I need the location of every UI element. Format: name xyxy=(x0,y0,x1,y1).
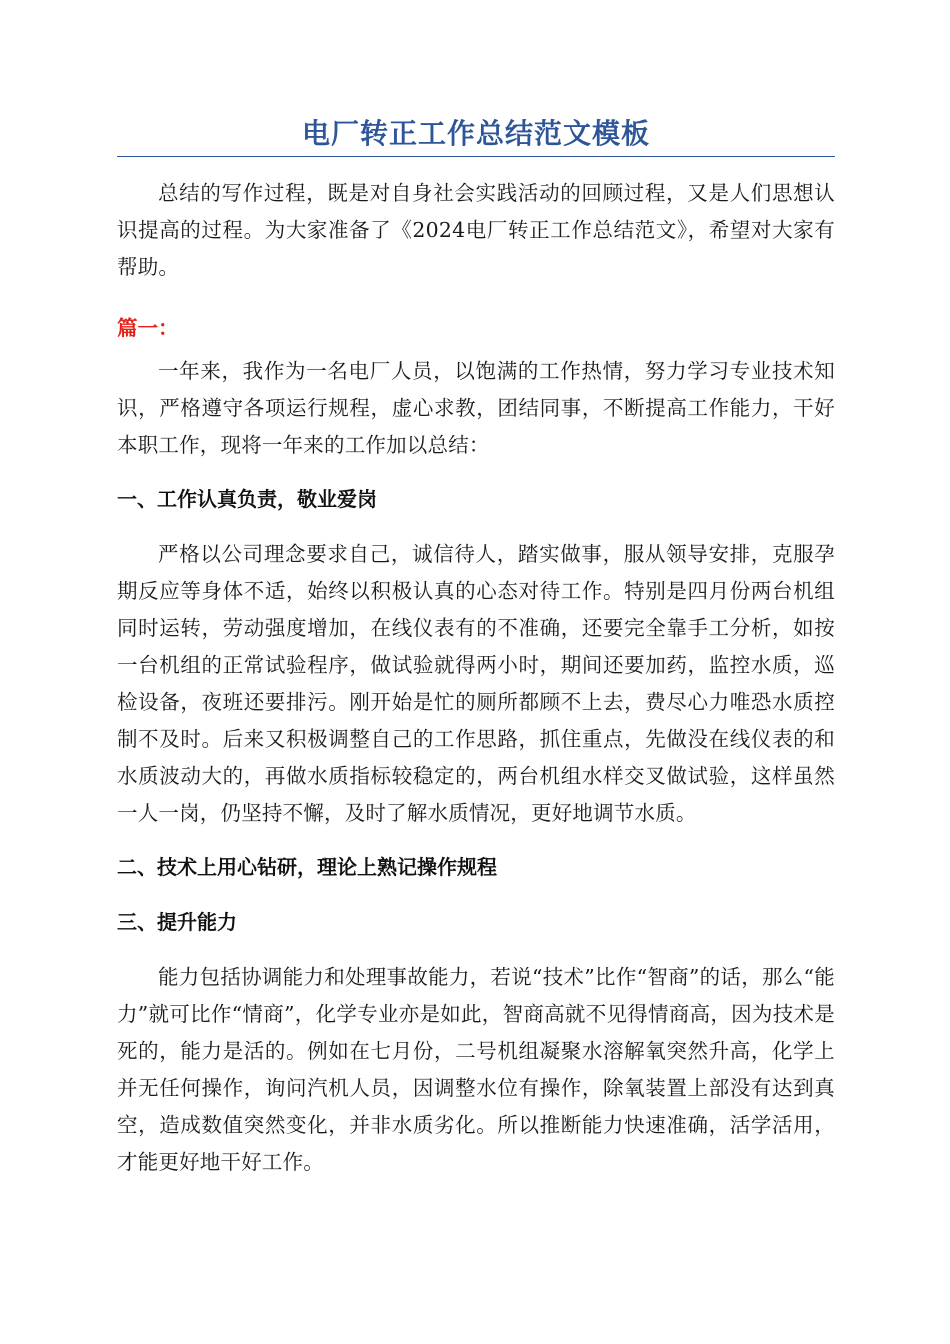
section-1-body: 严格以公司理念要求自己，诚信待人，踏实做事，服从领导安排，克服孕期反应等身体不适，始终以积极认真的心态对待工作。特别是四月份两台机组同时运转，劳动强度增加，在线仪表有的不准确，还要完全靠手工分析，如按一台机组的正常试验程序，做试验就得两小时，期间还要加药，监控水质，巡检设备，夜班还要排污。刚开始是忙的厕所都顾不上去，费尽心力唯恐水质控制不及时。后来又积极调整自己的工作思路，抓住重点，先做没在线仪表的和水质波动大的，再做水质指标较稳定的，两台机组水样交叉做试验，这样虽然一人一岗，仍坚持不懈，及时了解水质情况，更好地调节水质。 xyxy=(117,542,835,825)
section-1-heading: 一、工作认真负责，敬业爱岗 xyxy=(117,487,377,511)
document-title: 电厂转正工作总结范文模板 xyxy=(301,117,650,150)
document-page xyxy=(117,0,835,1181)
section-3-body: 能力包括协调能力和处理事故能力，若说“技术”比作“智商”的话，那么“能力”就可比作“情商”，化学专业亦是如此，智商高就不见得情商高，因为技术是死的，能力是活的。例如在七月份，二号机组凝聚水溶解氧突然升高，化学上并无任何操作，询问汽机人员，因调整水位有操作，除氧装置上部没有达到真空，造成数值突然变化，并非水质劣化。所以推断能力快速准确，活学活用，才能更好地干好工作。 xyxy=(117,965,835,1174)
part-one-heading: 篇一： xyxy=(117,316,179,340)
section-3-heading: 三、提升能力 xyxy=(117,910,237,934)
section-2-heading: 二、技术上用心钻研，理论上熟记操作规程 xyxy=(117,855,497,879)
title-underline xyxy=(117,156,835,157)
intro-paragraph: 总结的写作过程，既是对自身社会实践活动的回顾过程，又是人们思想认识提高的过程。为大家准备了《2024电厂转正工作总结范文》，希望对大家有帮助。 xyxy=(117,181,835,279)
part-one-opening: 一年来，我作为一名电厂人员，以饱满的工作热情，努力学习专业技术知识，严格遵守各项运行规程，虚心求教，团结同事，不断提高工作能力，干好本职工作，现将一年来的工作加以总结： xyxy=(117,359,835,457)
